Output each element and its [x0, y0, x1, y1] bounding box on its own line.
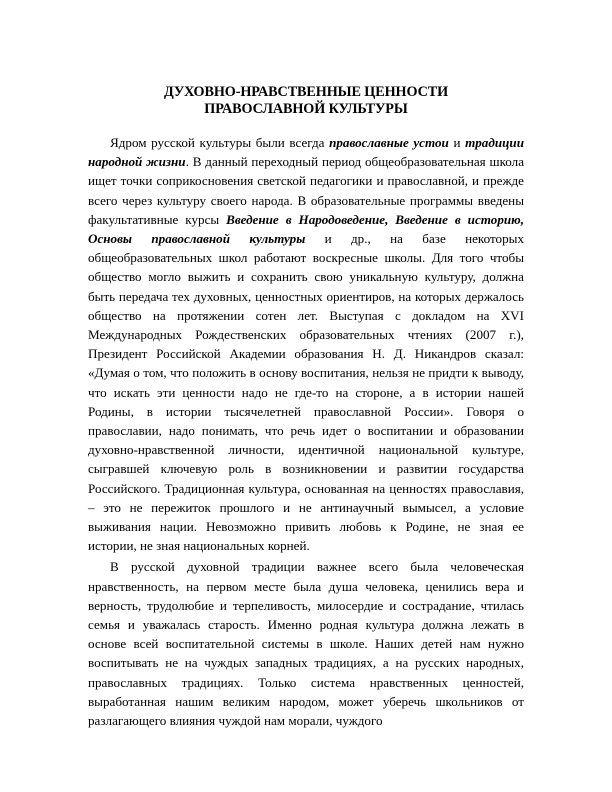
title-line-1: ДУХОВНО-НРАВСТВЕННЫЕ ЦЕННОСТИ	[163, 84, 449, 100]
body-text	[88, 133, 524, 730]
page-title	[88, 84, 524, 118]
p1-emphasis-folk-traditions: традиции народной жизни	[88, 135, 524, 170]
title-line-2: ПРАВОСЛАВНОЙ КУЛЬТУРЫ	[204, 101, 408, 117]
paragraph-1	[88, 133, 524, 555]
p1-text-1: Ядром русской культуры были всегда	[110, 135, 330, 150]
p1-text-2: и	[448, 135, 466, 150]
paragraph-2: В русской духовной традиции важнее всего была человеческая нравственность, на первом месте была душа человека, ценились вера и верность, трудолюбие и терпеливость, милосердие и сострадание, чтилась семья и уважалась старость. Именно родная культура должна лежать в основе всей воспитательной системы в школе. Наших детей нам нужно воспитывать не на чуждых западных традициях, а на русских народных, православных традициях. Только система нравственных ценностей, выработанная нашим великим народом, может уберечь школьников от разлагающего влияния чуждой нам морали, чуждого	[88, 559, 524, 729]
p1-emphasis-orthodox-foundations: православные устои	[329, 135, 449, 150]
p1-text-4: и др., на базе некоторых общеобразовательных школ работают воскресные школы. Для того чтобы общество могло выжить и сохранить свою уникальную культуру, должна быть передача тех духовных, ценностных ориентиров, на которых держалось общество на протяжении сотен лет. Выступая с докладом на XVI Международных Рождественских образовательных чтениях (2007 г.), Президент Российской Академии образования Н. Д. Никандров сказал: «Думая о том, что положить в основу воспитания, нельзя не придти к выводу, что искать эти ценности надо не где-то на стороне, а в истории нашей Родины, в истории тысячелетней православной России». Говоря о православии, надо понимать, что речь идет о воспитании и образовании духовно-нравственной личности, идентичной национальной культуре, сыгравшей ключевую роль в возникновении и развитии государства Российского. Традиционная культура, основанная на ценностях православия, – это не пережиток прошлого и не антинаучный вымысел, а условие выживания нации. Невозможно привить любовь к Родине, не зная ее истории, не зная национальных корней.	[88, 231, 524, 554]
p1-emphasis-course-names: Введение в Народоведение, Введение в историю, Основы православной культуры	[88, 211, 524, 247]
p1-text-3: . В данный переходный период общеобразовательная школа ищет точки соприкосновения светской педагогики и православной, и прежде всего через культуру своего народа. В образовательные программы введены факультативные курсы	[88, 154, 525, 227]
